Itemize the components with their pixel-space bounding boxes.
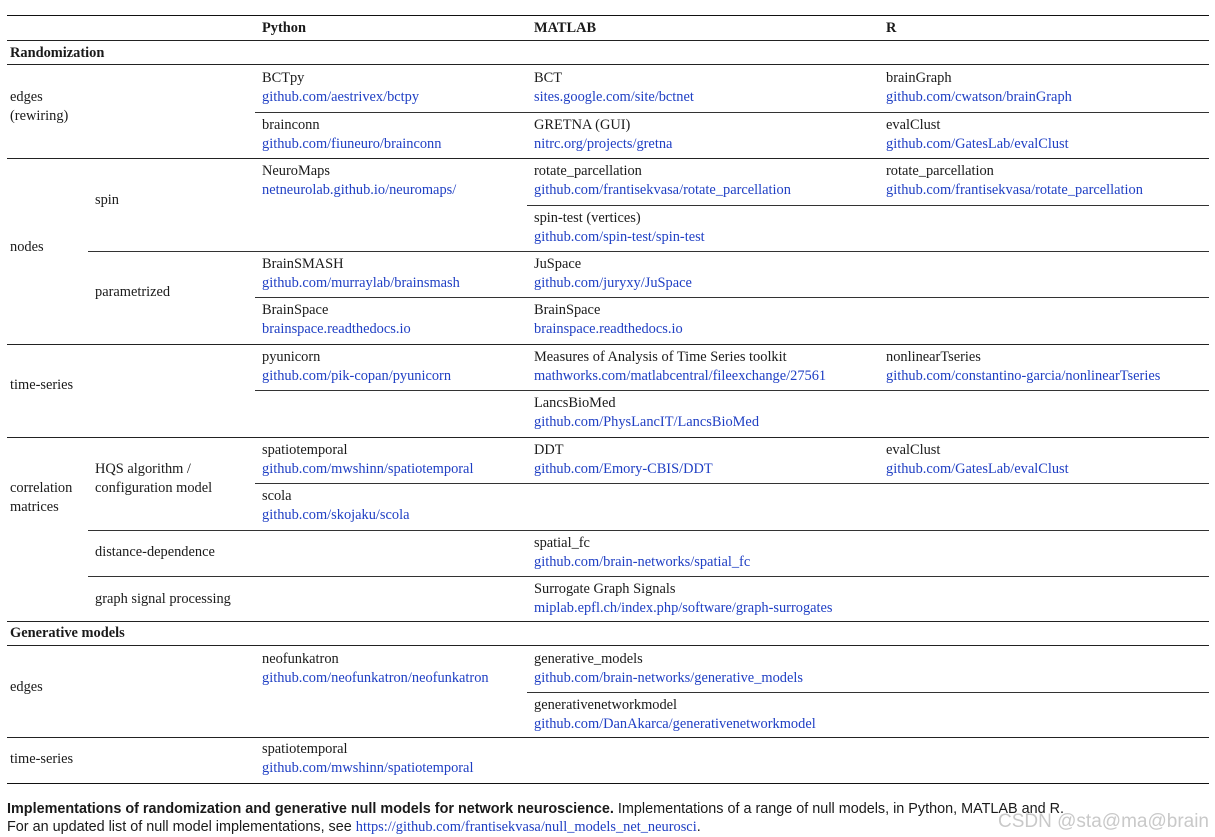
row-rule	[527, 692, 1209, 693]
row-label-time-series: time-series	[10, 377, 74, 393]
tool-name: spatiotemporal	[262, 741, 348, 757]
row-label-matrices: matrices	[10, 499, 59, 515]
tool-name: BCT	[534, 70, 562, 86]
tool-name: Surrogate Graph Signals	[534, 581, 676, 597]
row-rule	[255, 112, 1209, 113]
row-label-hqs: HQS algorithm /	[95, 461, 191, 477]
cell-brainsmash	[262, 255, 460, 293]
row-rule	[255, 390, 1209, 391]
table-bottom-rule	[7, 783, 1209, 784]
tool-name: spatiotemporal	[262, 442, 348, 458]
tool-name: BCTpy	[262, 70, 305, 86]
tool-name: rotate_parcellation	[886, 163, 994, 179]
cell-brainconn	[262, 116, 441, 154]
caption-end: .	[696, 819, 701, 835]
cell-evalclust	[886, 116, 1069, 154]
row-rule	[7, 645, 1209, 646]
cell-braingraph	[886, 69, 1072, 107]
tool-name: LancsBioMed	[534, 395, 616, 411]
caption-link[interactable]: https://github.com/frantisekvasa/null_models_net_neurosci	[355, 819, 697, 835]
cell-pyunicorn	[262, 348, 451, 386]
tool-link[interactable]: netneurolab.github.io/neuromaps/	[262, 182, 457, 198]
row-label-edges: edges	[10, 89, 43, 105]
header-rule	[7, 40, 1209, 41]
tool-name: neofunkatron	[262, 651, 339, 667]
tool-link[interactable]: github.com/skojaku/scola	[262, 507, 410, 523]
row-rule	[7, 158, 1209, 159]
tool-link[interactable]: github.com/cwatson/brainGraph	[886, 89, 1072, 105]
tool-link[interactable]: github.com/Emory-CBIS/DDT	[534, 461, 713, 477]
tool-link[interactable]: github.com/aestrivex/bctpy	[262, 89, 420, 105]
tool-name: nonlinearTseries	[886, 349, 981, 365]
row-rule	[88, 576, 1209, 577]
tool-link[interactable]: github.com/GatesLab/evalClust	[886, 136, 1069, 152]
row-label-rewiring: (rewiring)	[10, 108, 69, 124]
cell-brainspace-python	[262, 301, 411, 339]
cell-scola	[262, 487, 409, 525]
row-label-generative-time-series: time-series	[10, 751, 74, 767]
caption-lead: Implementations of randomization and generative null models for network neuroscience.	[7, 801, 614, 817]
cell-gretna	[534, 116, 672, 154]
tool-link[interactable]: github.com/murraylab/brainsmash	[262, 275, 460, 291]
tool-name: GRETNA (GUI)	[534, 117, 631, 133]
tool-link[interactable]: github.com/frantisekvasa/rotate_parcellation	[534, 182, 791, 198]
tool-link[interactable]: github.com/DanAkarca/generativenetworkmodel	[534, 716, 816, 732]
tool-name: spatial_fc	[534, 535, 590, 551]
row-rule	[527, 205, 1209, 206]
row-rule	[255, 483, 1209, 484]
tool-name: brainconn	[262, 117, 320, 133]
cell-neuromaps	[262, 162, 456, 200]
row-rule	[88, 251, 1209, 252]
cell-rotate-parcellation-r	[886, 162, 1143, 200]
row-label-nodes: nodes	[10, 239, 44, 255]
tool-link[interactable]: github.com/fiuneuro/brainconn	[262, 136, 442, 152]
tool-link[interactable]: github.com/neofunkatron/neofunkatron	[262, 670, 489, 686]
tool-link[interactable]: github.com/brain-networks/spatial_fc	[534, 554, 751, 570]
cell-spatial-fc	[534, 534, 750, 572]
column-header-matlab: MATLAB	[534, 20, 597, 36]
section-generative: Generative models	[10, 625, 125, 641]
caption-body: Implementations of a range of null models, in Python, MATLAB and R.	[613, 801, 1064, 817]
tool-link[interactable]: github.com/brain-networks/generative_models	[534, 670, 803, 686]
tool-name: JuSpace	[534, 256, 582, 272]
row-label-parametrized: parametrized	[95, 284, 171, 300]
row-label-configuration-model: configuration model	[95, 480, 213, 496]
tool-name: scola	[262, 488, 292, 504]
cell-spatiotemporal	[262, 441, 473, 479]
table-top-rule	[7, 15, 1209, 16]
tool-link[interactable]: nitrc.org/projects/gretna	[534, 136, 673, 152]
tool-link[interactable]: github.com/frantisekvasa/rotate_parcellation	[886, 182, 1143, 198]
tool-link[interactable]: github.com/juryxy/JuSpace	[534, 275, 692, 291]
row-rule	[7, 737, 1209, 738]
cell-ddt	[534, 441, 713, 479]
tool-link[interactable]: mathworks.com/matlabcentral/fileexchange/27561	[534, 368, 827, 384]
row-label-generative-edges: edges	[10, 679, 43, 695]
tool-name: spin-test (vertices)	[534, 210, 641, 226]
section-rule-generative	[7, 621, 1209, 622]
tool-link[interactable]: sites.google.com/site/bctnet	[534, 89, 694, 105]
tool-name: evalClust	[886, 442, 941, 458]
section-rule-randomization	[7, 64, 1209, 65]
row-rule	[88, 530, 1209, 531]
cell-bct	[534, 69, 694, 107]
tool-link[interactable]: github.com/constantino-garcia/nonlinearTseries	[886, 368, 1161, 384]
row-rule	[255, 297, 1209, 298]
cell-spatiotemporal-generative	[262, 740, 473, 778]
cell-bctpy	[262, 69, 419, 107]
tool-name: brainGraph	[886, 70, 952, 86]
watermark: CSDN @sta@ma@brain	[998, 811, 1209, 832]
caption-body-2: For an updated list of null model implementations, see	[7, 819, 356, 835]
tool-link[interactable]: github.com/GatesLab/evalClust	[886, 461, 1069, 477]
tool-link[interactable]: github.com/spin-test/spin-test	[534, 229, 705, 245]
row-rule	[7, 437, 1209, 438]
cell-nonlineartseries	[886, 348, 1160, 386]
cell-evalclust-correlation	[886, 441, 1069, 479]
cell-spin-test	[534, 209, 705, 247]
row-label-correlation: correlation	[10, 480, 73, 496]
tool-link[interactable]: github.com/mwshinn/spatiotemporal	[262, 760, 474, 776]
row-rule	[7, 344, 1209, 345]
column-header-r: R	[886, 20, 897, 36]
column-header-python: Python	[262, 20, 306, 36]
cell-generativenetworkmodel	[534, 696, 816, 734]
tool-name: evalClust	[886, 117, 941, 133]
cell-rotate-parcellation-matlab	[534, 162, 791, 200]
tool-name: generativenetworkmodel	[534, 697, 678, 713]
cell-juspace	[534, 255, 692, 293]
tool-link[interactable]: github.com/mwshinn/spatiotemporal	[262, 461, 474, 477]
cell-lancsbiomed	[534, 394, 759, 432]
tool-name: BrainSpace	[534, 302, 601, 318]
tool-link[interactable]: brainspace.readthedocs.io	[262, 321, 411, 337]
row-label-spin: spin	[95, 192, 119, 208]
cell-neofunkatron	[262, 650, 489, 688]
tool-name: pyunicorn	[262, 349, 321, 365]
cell-mats	[534, 348, 826, 386]
row-label-graph-signal-processing: graph signal processing	[95, 591, 231, 607]
tool-name: DDT	[534, 442, 564, 458]
tool-name: NeuroMaps	[262, 163, 330, 179]
tool-name: rotate_parcellation	[534, 163, 642, 179]
cell-brainspace-matlab	[534, 301, 683, 339]
tool-name: generative_models	[534, 651, 643, 667]
cell-surrogate-graph-signals	[534, 580, 833, 618]
tool-link[interactable]: miplab.epfl.ch/index.php/software/graph-surrogates	[534, 600, 833, 616]
row-label-distance-dependence: distance-dependence	[95, 544, 215, 560]
tool-name: BrainSpace	[262, 302, 329, 318]
section-randomization: Randomization	[10, 45, 105, 61]
tool-link[interactable]: github.com/pik-copan/pyunicorn	[262, 368, 452, 384]
tool-link[interactable]: brainspace.readthedocs.io	[534, 321, 683, 337]
tool-link[interactable]: github.com/PhysLancIT/LancsBioMed	[534, 414, 760, 430]
tool-name: BrainSMASH	[262, 256, 344, 272]
cell-generative-models	[534, 650, 803, 688]
tool-name: Measures of Analysis of Time Series toolkit	[534, 349, 787, 365]
